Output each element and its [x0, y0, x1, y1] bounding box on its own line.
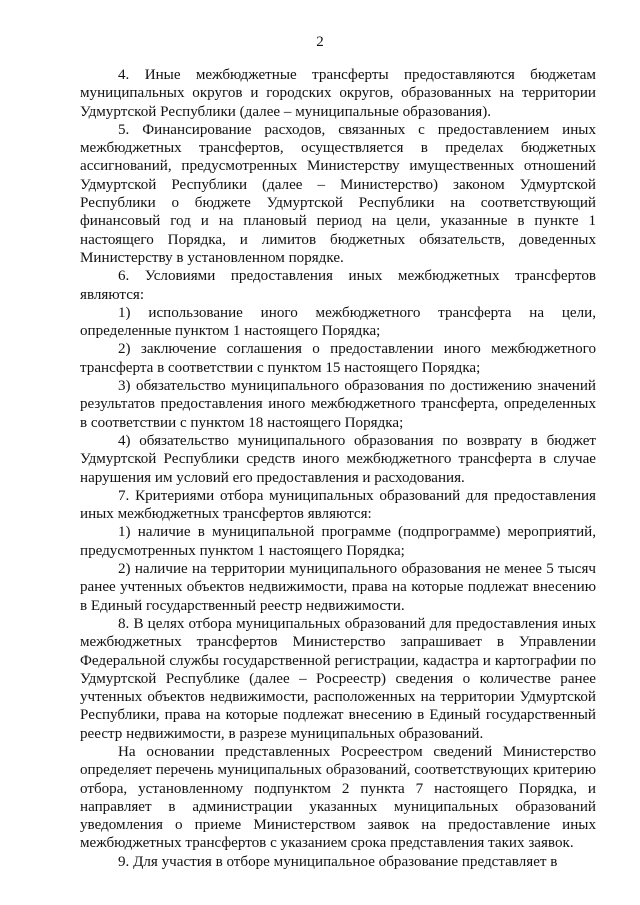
paragraph-4: 4. Иные межбюджетные трансферты предоставляются бюджетам муниципальных округов и городских округов, образованных на территории Удмуртской Республики (далее – муниципальные образования).	[80, 67, 596, 120]
paragraph-6-item-4: 4) обязательство муниципального образования по возврату в бюджет Удмуртской Республики средств иного межбюджетного трансферта в случае нарушения им условий его предоставления и расходования.	[80, 432, 596, 486]
paragraph-6-item-1: 1) использование иного межбюджетного трансферта на цели, определенные пунктом 1 настоящего Порядка;	[80, 304, 596, 340]
paragraph-7-item-1: 1) наличие в муниципальной программе (подпрограмме) мероприятий, предусмотренных пунктом 1 настоящего Порядка;	[80, 524, 596, 559]
document-body	[80, 66, 596, 871]
paragraph-9: 9. Для участия в отборе муниципальное образование представляет в	[118, 853, 558, 870]
paragraph-8: 8. В целях отбора муниципальных образований для предоставления иных межбюджетных трансфертов Министерство запрашивает в Управлении Федеральной службы государственной регистрации, кадастра и картографии по Удмуртской Республике (далее – Росреестр) сведения о количестве ранее учтенных объектов недвижимости, расположенных на территории Удмуртской Республики, права на которые подлежат внесению в Единый государственный реестр недвижимости, в разрезе муниципальных образований.	[80, 615, 596, 742]
paragraph-7: 7. Критериями отбора муниципальных образований для предоставления иных межбюджетных трансфертов являются:	[80, 487, 596, 523]
paragraph-8-continued: На основании представленных Росреестром сведений Министерство определяет перечень муниципальных образований, соответствующих критерию отбора, установленному подпунктом 2 пункта 7 настоящего Порядка, и направляет в администрации указанных муниципальных образований уведомления о приеме Министерством заявок на предоставление иных межбюджетных трансфертов с указанием срока представления таких заявок.	[80, 743, 596, 852]
paragraph-6: 6. Условиями предоставления иных межбюджетных трансфертов являются:	[80, 268, 596, 303]
paragraph-7-item-2: 2) наличие на территории муниципального образования не менее 5 тысяч ранее учтенных объектов недвижимости, права на которые подлежат внесению в Единый государственный реестр недвижимости.	[80, 561, 596, 614]
paragraph-5: 5. Финансирование расходов, связанных с предоставлением иных межбюджетных трансфертов, осуществляется в пределах бюджетных ассигнований, предусмотренных Министерству имущественных отношений Удмуртской Республики (далее – Министерство) законом Удмуртской Республики о бюджете Удмуртской Республики на соответствующий финансовый год и на плановый период на цели, указанные в пункте 1 настоящего Порядка, и лимитов бюджетных обязательств, доведенных Министерству в установленном порядке.	[80, 121, 596, 266]
paragraph-6-item-2: 2) заключение соглашения о предоставлении иного межбюджетного трансферта в соответствии с пунктом 15 настоящего Порядка;	[80, 341, 596, 376]
page-number: 2	[316, 34, 324, 50]
paragraph-6-item-3: 3) обязательство муниципального образования по достижению значений результатов предоставления иного межбюджетного трансферта, определенных в соответствии с пунктом 18 настоящего Порядка;	[80, 378, 596, 431]
